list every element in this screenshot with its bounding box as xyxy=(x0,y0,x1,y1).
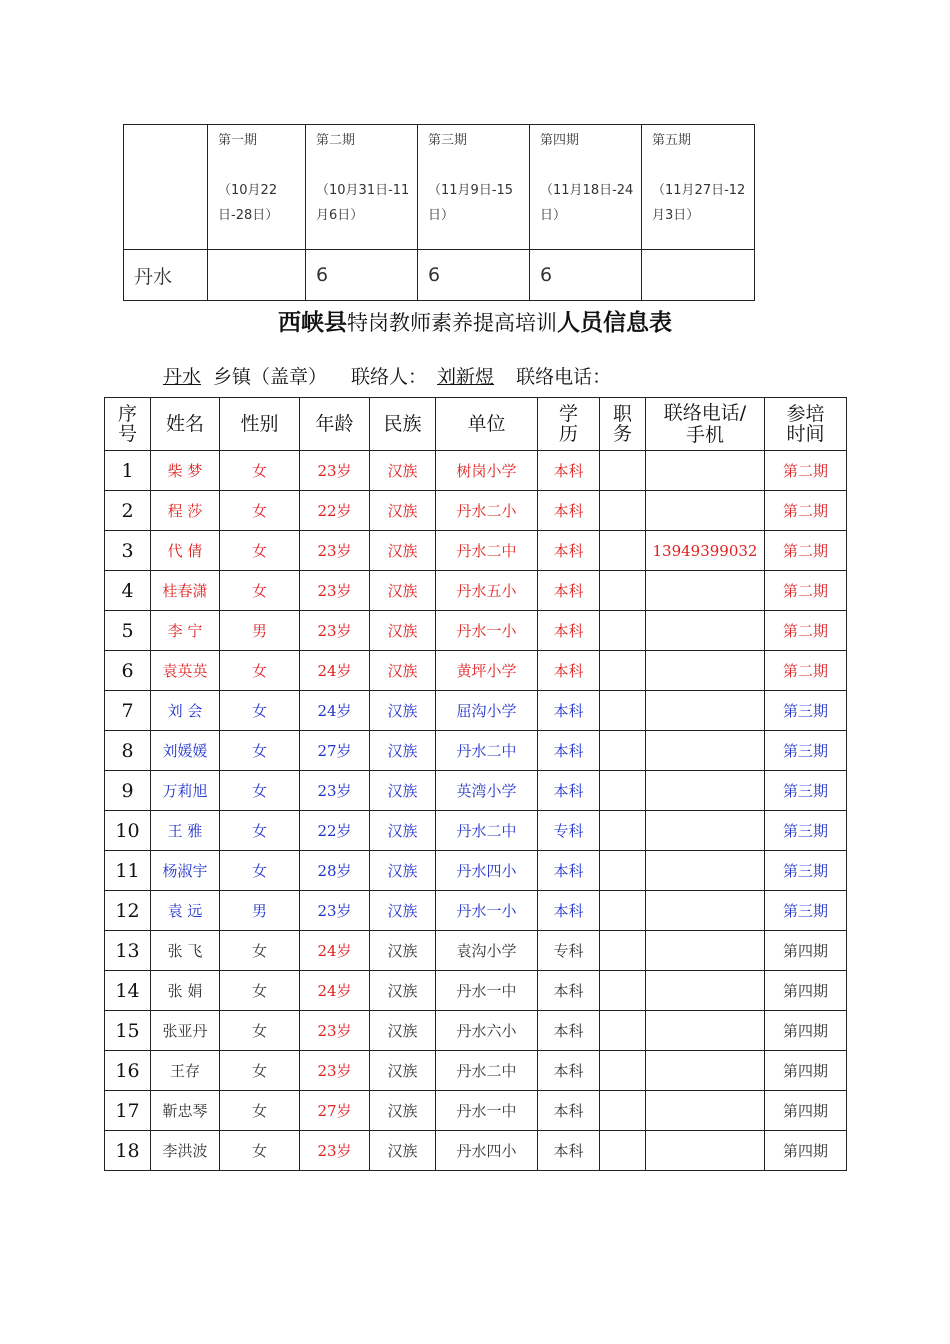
period-corner-cell xyxy=(124,125,208,250)
cell-age: 24岁 xyxy=(300,931,370,971)
cell-phone xyxy=(646,611,765,651)
cell-unit: 丹水二中 xyxy=(436,531,538,571)
personnel-info-table xyxy=(104,397,847,1171)
cell-education: 本科 xyxy=(538,731,600,771)
cell-education: 本科 xyxy=(538,771,600,811)
cell-gender: 女 xyxy=(220,571,300,611)
cell-phone xyxy=(646,771,765,811)
cell-name: 代 倩 xyxy=(151,531,220,571)
cell-unit: 英湾小学 xyxy=(436,771,538,811)
cell-ethnic: 汉族 xyxy=(370,571,436,611)
period-dates: （11月18日-24日） xyxy=(540,183,634,223)
contact-town-suffix: 乡镇（盖章） xyxy=(213,366,328,388)
cell-gender: 女 xyxy=(220,971,300,1011)
table-row xyxy=(105,771,847,811)
cell-name: 张 娟 xyxy=(151,971,220,1011)
period-name: 第三期 xyxy=(428,133,468,148)
cell-name: 李洪波 xyxy=(151,1131,220,1171)
contact-person-label: 联络人： xyxy=(351,366,428,388)
cell-post xyxy=(600,691,646,731)
cell-no: 7 xyxy=(105,691,151,731)
cell-education: 本科 xyxy=(538,1011,600,1051)
cell-period: 第三期 xyxy=(765,691,847,731)
cell-period: 第四期 xyxy=(765,1011,847,1051)
cell-post xyxy=(600,1011,646,1051)
title-county: 西峡县 xyxy=(278,309,347,336)
contact-town: 丹水 xyxy=(163,366,202,388)
cell-name: 柴 梦 xyxy=(151,451,220,491)
cell-phone xyxy=(646,971,765,1011)
cell-post xyxy=(600,891,646,931)
cell-age: 24岁 xyxy=(300,691,370,731)
page-title xyxy=(0,306,950,340)
cell-ethnic: 汉族 xyxy=(370,531,436,571)
cell-post xyxy=(600,611,646,651)
cell-age: 23岁 xyxy=(300,611,370,651)
cell-gender: 女 xyxy=(220,731,300,771)
cell-name: 王 雅 xyxy=(151,811,220,851)
cell-gender: 男 xyxy=(220,611,300,651)
cell-period: 第二期 xyxy=(765,651,847,691)
cell-age: 22岁 xyxy=(300,811,370,851)
col-header-period: 参培 时间 xyxy=(765,398,847,451)
cell-phone xyxy=(646,1011,765,1051)
period-dates: （10月31日-11月6日） xyxy=(316,183,410,223)
cell-no: 3 xyxy=(105,531,151,571)
cell-post xyxy=(600,1091,646,1131)
cell-ethnic: 汉族 xyxy=(370,971,436,1011)
cell-ethnic: 汉族 xyxy=(370,851,436,891)
cell-post xyxy=(600,571,646,611)
cell-post xyxy=(600,971,646,1011)
table-row xyxy=(105,811,847,851)
period-count-cell xyxy=(208,250,306,301)
cell-name: 张亚丹 xyxy=(151,1011,220,1051)
cell-unit: 丹水二小 xyxy=(436,491,538,531)
cell-no: 13 xyxy=(105,931,151,971)
cell-post xyxy=(600,771,646,811)
period-count-cell: 6 xyxy=(418,250,530,301)
period-dates: （10月22日-28日） xyxy=(218,183,279,223)
cell-name: 袁 远 xyxy=(151,891,220,931)
cell-education: 本科 xyxy=(538,571,600,611)
cell-no: 5 xyxy=(105,611,151,651)
cell-name: 袁英英 xyxy=(151,651,220,691)
cell-ethnic: 汉族 xyxy=(370,931,436,971)
cell-period: 第四期 xyxy=(765,1131,847,1171)
cell-phone xyxy=(646,491,765,531)
table-row xyxy=(105,1051,847,1091)
cell-age: 28岁 xyxy=(300,851,370,891)
col-header-post: 职 务 xyxy=(600,398,646,451)
cell-name: 王存 xyxy=(151,1051,220,1091)
cell-gender: 女 xyxy=(220,1091,300,1131)
cell-unit: 屈沟小学 xyxy=(436,691,538,731)
col-header-phone: 联络电话/ 手机 xyxy=(646,398,765,451)
period-count-cell: 6 xyxy=(306,250,418,301)
cell-unit: 丹水二中 xyxy=(436,811,538,851)
cell-period: 第四期 xyxy=(765,931,847,971)
period-town-cell: 丹水 xyxy=(124,250,208,301)
cell-age: 23岁 xyxy=(300,571,370,611)
cell-education: 本科 xyxy=(538,851,600,891)
col-header-gender: 性别 xyxy=(220,398,300,451)
cell-education: 本科 xyxy=(538,611,600,651)
cell-period: 第三期 xyxy=(765,891,847,931)
cell-phone xyxy=(646,1131,765,1171)
cell-gender: 女 xyxy=(220,771,300,811)
cell-age: 23岁 xyxy=(300,1011,370,1051)
table-row xyxy=(105,571,847,611)
cell-phone xyxy=(646,891,765,931)
table-row xyxy=(105,651,847,691)
cell-unit: 黄坪小学 xyxy=(436,651,538,691)
period-count-cell xyxy=(642,250,755,301)
col-header-unit: 单位 xyxy=(436,398,538,451)
cell-no: 6 xyxy=(105,651,151,691)
cell-age: 27岁 xyxy=(300,731,370,771)
cell-name: 靳忠琴 xyxy=(151,1091,220,1131)
period-name: 第二期 xyxy=(316,133,356,148)
cell-phone xyxy=(646,651,765,691)
cell-ethnic: 汉族 xyxy=(370,1051,436,1091)
cell-age: 23岁 xyxy=(300,531,370,571)
cell-unit: 丹水一中 xyxy=(436,1091,538,1131)
period-dates: （11月27日-12月3日） xyxy=(652,183,746,223)
cell-no: 15 xyxy=(105,1011,151,1051)
cell-education: 本科 xyxy=(538,651,600,691)
table-row xyxy=(105,971,847,1011)
cell-age: 23岁 xyxy=(300,1131,370,1171)
cell-post xyxy=(600,651,646,691)
cell-phone xyxy=(646,731,765,771)
cell-unit: 丹水一小 xyxy=(436,611,538,651)
cell-education: 本科 xyxy=(538,451,600,491)
cell-ethnic: 汉族 xyxy=(370,1091,436,1131)
cell-post xyxy=(600,851,646,891)
cell-phone: 13949399032 xyxy=(646,531,765,571)
col-header-no: 序 号 xyxy=(105,398,151,451)
cell-period: 第二期 xyxy=(765,531,847,571)
cell-ethnic: 汉族 xyxy=(370,491,436,531)
cell-phone xyxy=(646,811,765,851)
cell-gender: 女 xyxy=(220,1051,300,1091)
period-name: 第五期 xyxy=(652,133,692,148)
cell-no: 17 xyxy=(105,1091,151,1131)
cell-no: 16 xyxy=(105,1051,151,1091)
cell-education: 本科 xyxy=(538,1051,600,1091)
cell-post xyxy=(600,531,646,571)
contact-person: 刘新煜 xyxy=(437,366,495,388)
cell-gender: 女 xyxy=(220,931,300,971)
col-header-education: 学 历 xyxy=(538,398,600,451)
cell-education: 本科 xyxy=(538,1091,600,1131)
cell-age: 23岁 xyxy=(300,1051,370,1091)
period-header-5 xyxy=(642,125,755,250)
cell-name: 李 宁 xyxy=(151,611,220,651)
cell-gender: 男 xyxy=(220,891,300,931)
cell-post xyxy=(600,1051,646,1091)
title-middle: 特岗教师素养提高培训 xyxy=(347,311,557,335)
cell-no: 4 xyxy=(105,571,151,611)
cell-unit: 丹水一小 xyxy=(436,891,538,931)
cell-gender: 女 xyxy=(220,691,300,731)
cell-age: 23岁 xyxy=(300,771,370,811)
cell-unit: 树岗小学 xyxy=(436,451,538,491)
period-header-2 xyxy=(306,125,418,250)
cell-ethnic: 汉族 xyxy=(370,611,436,651)
contact-line xyxy=(143,362,611,389)
cell-education: 本科 xyxy=(538,491,600,531)
cell-gender: 女 xyxy=(220,811,300,851)
cell-unit: 丹水一中 xyxy=(436,971,538,1011)
cell-unit: 丹水四小 xyxy=(436,851,538,891)
cell-post xyxy=(600,731,646,771)
cell-phone xyxy=(646,571,765,611)
cell-gender: 女 xyxy=(220,1011,300,1051)
cell-no: 2 xyxy=(105,491,151,531)
cell-gender: 女 xyxy=(220,851,300,891)
cell-age: 27岁 xyxy=(300,1091,370,1131)
cell-age: 24岁 xyxy=(300,651,370,691)
cell-ethnic: 汉族 xyxy=(370,651,436,691)
cell-period: 第二期 xyxy=(765,451,847,491)
cell-ethnic: 汉族 xyxy=(370,731,436,771)
table-row xyxy=(105,891,847,931)
cell-phone xyxy=(646,451,765,491)
cell-phone xyxy=(646,1091,765,1131)
period-name: 第一期 xyxy=(218,133,258,148)
table-row xyxy=(105,451,847,491)
cell-period: 第三期 xyxy=(765,851,847,891)
cell-phone xyxy=(646,1051,765,1091)
cell-education: 专科 xyxy=(538,931,600,971)
cell-post xyxy=(600,1131,646,1171)
table-row xyxy=(105,691,847,731)
cell-no: 18 xyxy=(105,1131,151,1171)
cell-name: 刘 会 xyxy=(151,691,220,731)
table-row xyxy=(105,851,847,891)
table-row xyxy=(105,931,847,971)
cell-name: 万莉旭 xyxy=(151,771,220,811)
cell-no: 14 xyxy=(105,971,151,1011)
cell-unit: 丹水六小 xyxy=(436,1011,538,1051)
col-header-ethnic: 民族 xyxy=(370,398,436,451)
period-count-cell: 6 xyxy=(530,250,642,301)
cell-period: 第二期 xyxy=(765,611,847,651)
contact-phone-label: 联络电话： xyxy=(516,366,612,388)
cell-name: 程 莎 xyxy=(151,491,220,531)
cell-education: 本科 xyxy=(538,1131,600,1171)
cell-post xyxy=(600,931,646,971)
cell-period: 第三期 xyxy=(765,811,847,851)
cell-age: 23岁 xyxy=(300,451,370,491)
cell-gender: 女 xyxy=(220,491,300,531)
cell-unit: 丹水二中 xyxy=(436,731,538,771)
cell-phone xyxy=(646,931,765,971)
table-header-row xyxy=(105,398,847,451)
title-suffix: 人员信息表 xyxy=(557,309,672,336)
cell-age: 24岁 xyxy=(300,971,370,1011)
cell-period: 第四期 xyxy=(765,1051,847,1091)
cell-education: 本科 xyxy=(538,891,600,931)
cell-name: 杨淑宇 xyxy=(151,851,220,891)
table-row xyxy=(105,1091,847,1131)
period-header-row xyxy=(124,125,755,250)
cell-phone xyxy=(646,851,765,891)
table-row xyxy=(105,1131,847,1171)
cell-ethnic: 汉族 xyxy=(370,1011,436,1051)
cell-ethnic: 汉族 xyxy=(370,1131,436,1171)
cell-gender: 女 xyxy=(220,531,300,571)
cell-education: 本科 xyxy=(538,971,600,1011)
cell-post xyxy=(600,811,646,851)
cell-age: 22岁 xyxy=(300,491,370,531)
cell-period: 第四期 xyxy=(765,1091,847,1131)
cell-post xyxy=(600,491,646,531)
cell-no: 10 xyxy=(105,811,151,851)
cell-unit: 袁沟小学 xyxy=(436,931,538,971)
period-data-row xyxy=(124,250,755,301)
cell-name: 刘媛媛 xyxy=(151,731,220,771)
cell-education: 本科 xyxy=(538,691,600,731)
period-name: 第四期 xyxy=(540,133,580,148)
cell-age: 23岁 xyxy=(300,891,370,931)
table-row xyxy=(105,611,847,651)
cell-phone xyxy=(646,691,765,731)
cell-unit: 丹水四小 xyxy=(436,1131,538,1171)
table-row xyxy=(105,491,847,531)
period-dates: （11月9日-15日） xyxy=(428,183,514,223)
table-row xyxy=(105,531,847,571)
period-header-3 xyxy=(418,125,530,250)
cell-no: 12 xyxy=(105,891,151,931)
cell-gender: 女 xyxy=(220,451,300,491)
cell-education: 本科 xyxy=(538,531,600,571)
cell-gender: 女 xyxy=(220,651,300,691)
col-header-name: 姓名 xyxy=(151,398,220,451)
cell-ethnic: 汉族 xyxy=(370,811,436,851)
cell-ethnic: 汉族 xyxy=(370,891,436,931)
col-header-age: 年龄 xyxy=(300,398,370,451)
cell-no: 11 xyxy=(105,851,151,891)
cell-gender: 女 xyxy=(220,1131,300,1171)
cell-period: 第四期 xyxy=(765,971,847,1011)
cell-education: 专科 xyxy=(538,811,600,851)
table-row xyxy=(105,1011,847,1051)
cell-name: 张 飞 xyxy=(151,931,220,971)
cell-name: 桂春潇 xyxy=(151,571,220,611)
cell-period: 第三期 xyxy=(765,731,847,771)
table-body xyxy=(105,451,847,1171)
cell-period: 第二期 xyxy=(765,491,847,531)
period-header-4 xyxy=(530,125,642,250)
period-header-1 xyxy=(208,125,306,250)
cell-post xyxy=(600,451,646,491)
cell-ethnic: 汉族 xyxy=(370,691,436,731)
cell-no: 9 xyxy=(105,771,151,811)
period-summary-table xyxy=(123,124,755,301)
cell-no: 1 xyxy=(105,451,151,491)
cell-ethnic: 汉族 xyxy=(370,451,436,491)
cell-unit: 丹水二中 xyxy=(436,1051,538,1091)
cell-ethnic: 汉族 xyxy=(370,771,436,811)
table-row xyxy=(105,731,847,771)
cell-period: 第二期 xyxy=(765,571,847,611)
cell-unit: 丹水五小 xyxy=(436,571,538,611)
cell-period: 第三期 xyxy=(765,771,847,811)
cell-no: 8 xyxy=(105,731,151,771)
